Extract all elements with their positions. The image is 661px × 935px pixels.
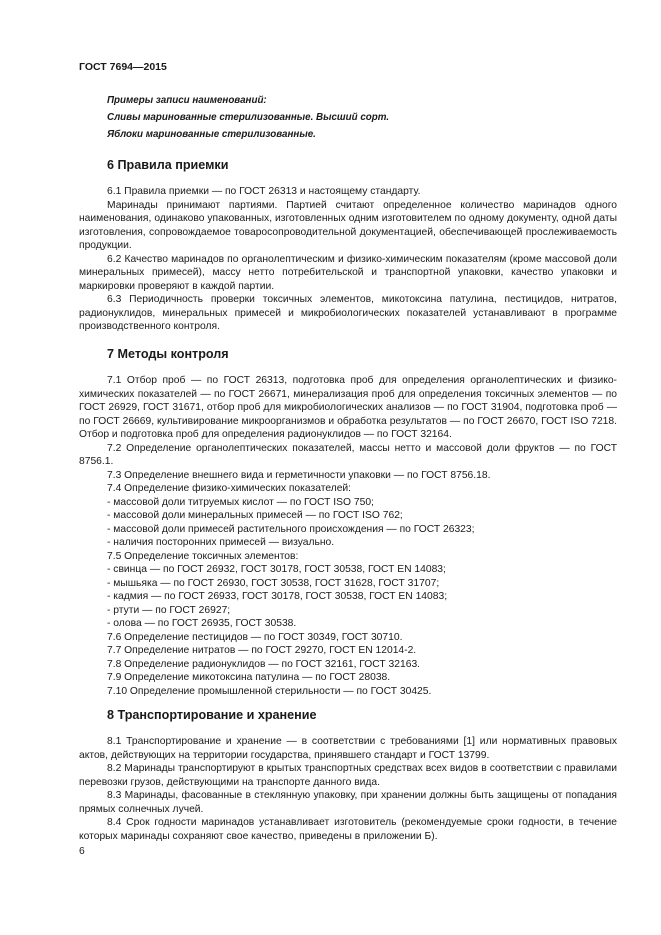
list-item: - наличия посторонних примесей — визуально. (107, 537, 335, 548)
example-line: Яблоки маринованные стерилизованные. (107, 129, 316, 140)
section-heading: 8 Транспортирование и хранение (107, 708, 317, 722)
list-item: - массовой доли минеральных примесей — по ГОСТ ISO 762; (107, 510, 403, 521)
examples-title: Примеры записи наименований: (107, 95, 267, 106)
paragraph: 6.1 Правила приемки — по ГОСТ 26313 и настоящему стандарту. (107, 186, 421, 197)
paragraph: 8.3 Маринады, фасованные в стеклянную упаковку, при хранении должны быть защищены от попадания прямых солнечных лучей. (79, 790, 617, 815)
paragraph: 7.10 Определение промышленной стерильности — по ГОСТ 30425. (107, 685, 432, 697)
paragraph: 7.7 Определение нитратов — по ГОСТ 29270, ГОСТ EN 12014-2. (107, 645, 417, 656)
section-acceptance-rules (79, 157, 617, 334)
example-line: Сливы маринованные стерилизованные. Высший сорт. (107, 112, 390, 123)
page-number: 6 (79, 846, 85, 857)
list-item: - мышьяка — по ГОСТ 26930, ГОСТ 30538, ГОСТ 31628, ГОСТ 31707; (107, 577, 440, 589)
paragraph: 7.8 Определение радионуклидов — по ГОСТ 32161, ГОСТ 32163. (107, 658, 421, 670)
document-header: ГОСТ 7694—2015 (79, 61, 167, 73)
paragraph: 7.4 Определение физико-химических показателей: (107, 483, 352, 494)
list-item: - массовой доли примесей растительного происхождения — по ГОСТ 26323; (107, 523, 475, 535)
section-heading: 7 Методы контроля (107, 347, 229, 361)
paragraph: 8.2 Маринады транспортируют в крытых транспортных средствах всех видов в соответствии с правилами перевозки грузов, действующими на транспорте данного вида. (79, 763, 617, 788)
list-item: - олова — по ГОСТ 26935, ГОСТ 30538. (107, 618, 297, 629)
list-item: - массовой доли титруемых кислот — по ГОСТ ISO 750; (107, 496, 374, 508)
physchem-list (79, 496, 617, 550)
toxic-elements-list (79, 563, 617, 631)
paragraph: 7.9 Определение микотоксина патулина — по ГОСТ 28038. (107, 672, 391, 683)
section-heading: 6 Правила приемки (107, 158, 229, 172)
paragraph: 7.6 Определение пестицидов — по ГОСТ 30349, ГОСТ 30710. (107, 631, 403, 643)
paragraph: 7.3 Определение внешнего вида и герметичности упаковки — по ГОСТ 8756.18. (107, 469, 491, 481)
paragraph: 8.4 Срок годности маринадов устанавливает изготовитель (рекомендуемые сроки годности, в течение которых маринады сохраняют свое качество, приведены в приложении Б). (79, 817, 617, 842)
paragraph: 7.1 Отбор проб — по ГОСТ 26313, подготовка проб для определения органолептических и физико-химических показателей — по ГОСТ 26671, минерализация проб для определения токсичных элементов — по ГОСТ 26929, ГОСТ 31671, отбор проб для микробиологических анализов — по ГОСТ 31904, подготовка проб — по ГОСТ 26669, культивирование микроорганизмов и обработка результатов — по ГОСТ 26670, ГОСТ ISO 7218. Отбор и подготовка проб для определения радионуклидов — по ГОСТ 32164. (79, 375, 617, 440)
paragraph: 8.1 Транспортирование и хранение — в соответствии с требованиями [1] или нормативных правовых актов, действующих на территории государства, принявшего стандарт и ГОСТ 13799. (79, 736, 617, 761)
paragraph: 6.3 Периодичность проверки токсичных элементов, микотоксина патулина, пестицидов, нитратов, радионуклидов, минеральных примесей и микробиологических показателей устанавливают в программе производственного контроля. (79, 294, 617, 332)
naming-examples (107, 92, 389, 143)
section-control-methods (79, 346, 617, 698)
paragraph: 7.2 Определение органолептических показателей, массы нетто и массовой доли фруктов — по ГОСТ 8756.1. (79, 442, 617, 467)
list-item: - свинца — по ГОСТ 26932, ГОСТ 30178, ГОСТ 30538, ГОСТ EN 14083; (107, 564, 446, 575)
list-item: - ртути — по ГОСТ 26927; (107, 604, 231, 616)
paragraph: 6.2 Качество маринадов по органолептическим и физико-химическим показателям (кроме массовой доли минеральных примесей), массу нетто потребительской и транспортной упаковки, качество упаковки и маркировки проверяют в каждой партии. (79, 253, 617, 292)
paragraph: Маринады принимают партиями. Партией считают определенное количество маринадов одного наименования, одинаково упакованных, изготовленных одним изготовителем по одному документу, одной даты изготовления, сопровождаемое товаросопроводительной документацией, обеспечивающей прослеживаемость продукции. (79, 199, 617, 251)
list-item: - кадмия — по ГОСТ 26933, ГОСТ 30178, ГОСТ 30538, ГОСТ EN 14083; (107, 591, 448, 602)
section-transport-storage (79, 707, 617, 843)
paragraph: 7.5 Определение токсичных элементов: (107, 550, 299, 562)
